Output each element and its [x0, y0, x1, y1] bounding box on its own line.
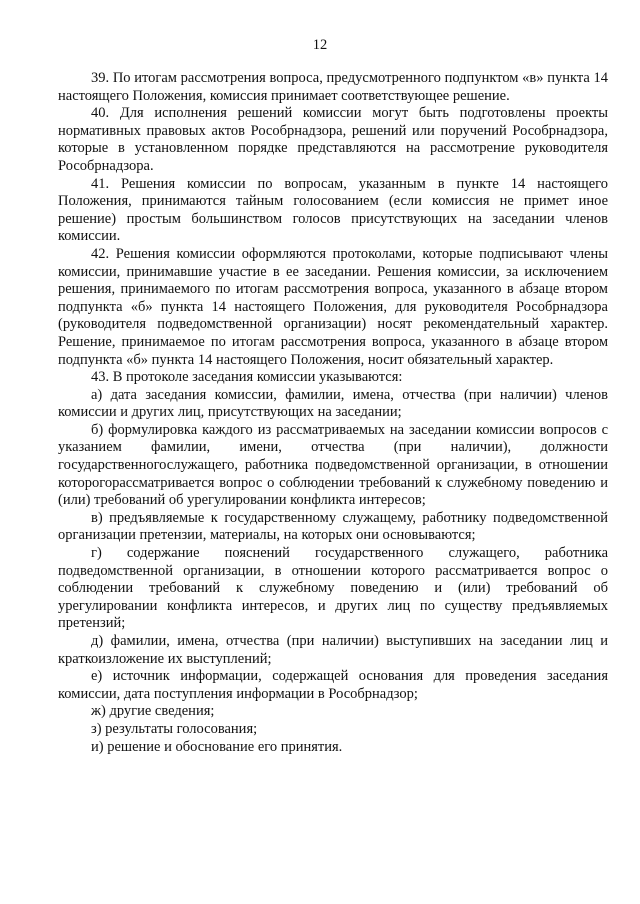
paragraph-43: 43. В протоколе заседания комиссии указываются:: [91, 369, 403, 386]
paragraph-39: 39. По итогам рассмотрения вопроса, предусмотренного подпунктом «в» пункта 14 настоящего Положения, комиссия принимает соответствующее решение.: [58, 70, 608, 104]
paragraph-42: 42. Решения комиссии оформляются протоколами, которые подписывают члены комиссии, принимавшие участие в ее заседании. Решения комиссии, за исключением решения, принимаемого по итогам рассмотрения вопроса, указанного в абзаце втором подпункта «б» пункта 14 настоящего Положения, для руководителя Рособрнадзора (руководителя подведомственной организации) носят рекомендательный характер. Решение, принимаемое по итогам рассмотрения вопроса, указанного в абзаце втором подпункта «б» пункта 14 настоящего Положения, носит обязательный характер.: [58, 245, 608, 368]
subitem-d: д) фамилии, имена, отчества (при наличии) выступивших на заседании лиц и краткоизложение их выступлений;: [58, 633, 608, 667]
subitem-b: б) формулировка каждого из рассматриваемых на заседании комиссии вопросов с указанием фамилии, имени, отчества (при наличии), должности государственногослужащего, работника подведомственной организации, в отношении которогорассматривается вопрос о соблюдении требований к служебному поведению и (или) требований об урегулировании конфликта интересов;: [58, 421, 608, 509]
subitem-a: а) дата заседания комиссии, фамилии, имена, отчества (при наличии) членов комиссии и других лиц, присутствующих на заседании;: [58, 386, 608, 421]
subitem-g: г) содержание пояснений государственного служащего, работника подведомственной организации, в отношении которого рассматривается вопрос о соблюдении требований к служебному поведению и (или) требований об урегулировании конфликта интересов, и других лиц по существу предъявляемых претензий;: [58, 545, 608, 632]
paragraph-40: 40. Для исполнения решений комиссии могут быть подготовлены проекты нормативных правовых актов Рособрнадзора, решений или поручений Рособрнадзора, которые в установленном порядке представляются на рассмотрение руководителя Рособрнадзора.: [58, 105, 608, 174]
subitem-z: з) результаты голосования;: [91, 720, 258, 737]
paragraph-41: 41. Решения комиссии по вопросам, указанным в пункте 14 настоящего Положения, принимаются тайным голосованием (если комиссия не примет иное решение) простым большинством голосов присутствующих на заседании членов комиссии.: [58, 175, 608, 245]
page-number: 12: [312, 37, 328, 53]
subitem-e: е) источник информации, содержащей основания для проведения заседания комиссии, дата поступления информации в Рособрнадзор;: [58, 668, 608, 702]
subitem-i: и) решение и обоснование его принятия.: [91, 738, 343, 755]
subitem-v: в) предъявляемые к государственному служащему, работнику подведомственной организации претензии, материалы, на которых они основываются;: [58, 509, 608, 544]
subitem-zh: ж) другие сведения;: [91, 703, 215, 720]
document-body: [58, 70, 608, 756]
